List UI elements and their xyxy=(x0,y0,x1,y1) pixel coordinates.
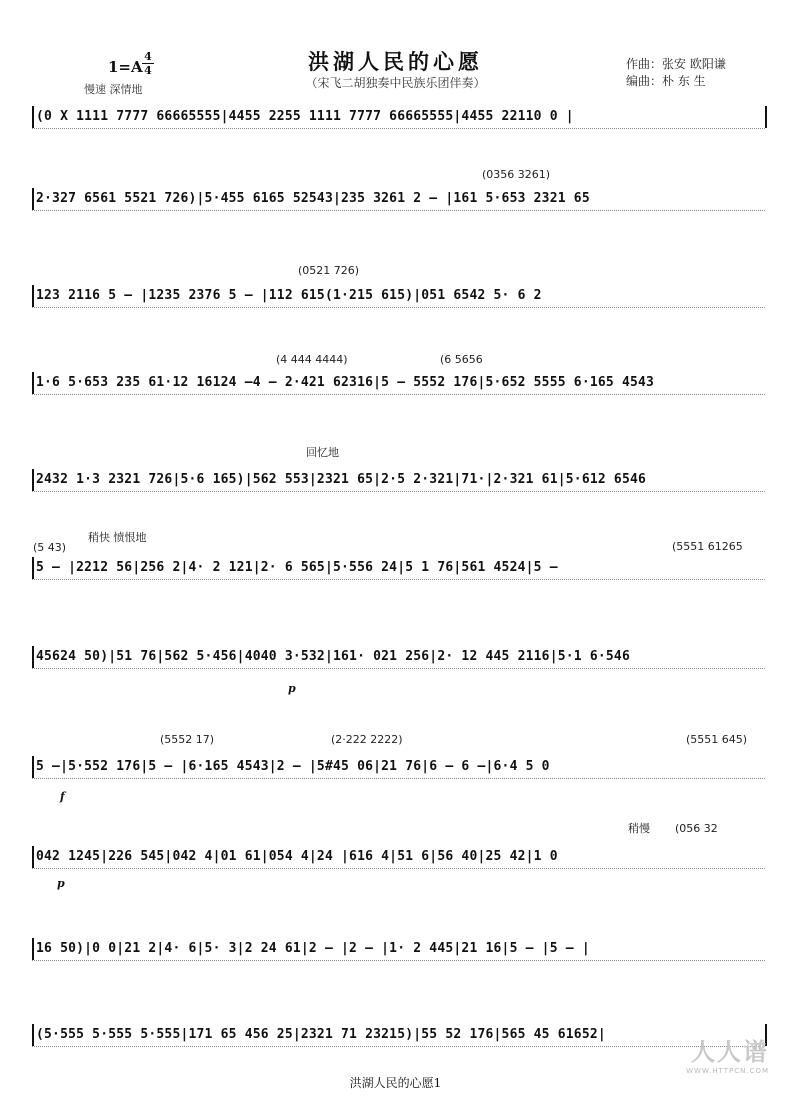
watermark-logo: 人人谱 xyxy=(691,1037,769,1066)
underline-beams xyxy=(32,579,765,586)
numbered-notation: 45624 50)|51 76|562 5·456|4040 3·532|161· 021 256|2· 12 445 2116|5·1 6·546 xyxy=(36,649,630,664)
notation-line xyxy=(0,106,791,134)
underline-beams xyxy=(32,307,765,314)
bracket-annotation: (4 444 4444) xyxy=(276,353,348,366)
numbered-notation: (0 X 1111 7777 66665555|4455 2255 1111 7777 66665555|4455 22110 0 | xyxy=(36,109,574,124)
underline-beams xyxy=(32,960,765,967)
numbered-notation: 2432 1·3 2321 726|5·6 165)|562 553|2321 65|2·5 2·321|71·|2·321 61|5·612 6546 xyxy=(36,472,647,487)
notation-line xyxy=(0,938,791,966)
numbered-notation: 042 1245|226 545|042 4|01 61|054 4|24 |616 4|51 6|56 40|25 42|1 0 xyxy=(36,849,558,864)
underline-beams xyxy=(32,868,765,875)
numbered-notation: 2·327 6561 5521 726)|5·455 6165 52543|235 3261 2 – |161 5·653 2321 65 xyxy=(36,191,590,206)
bracket-annotation: (0521 726) xyxy=(298,264,360,277)
watermark-url: WWW.HTTPCN.COM xyxy=(686,1067,769,1075)
dynamic-forte: f xyxy=(60,790,65,803)
notation-line xyxy=(0,557,791,585)
notation-line xyxy=(0,646,791,674)
notation-line xyxy=(0,372,791,400)
numbered-notation: 16 50)|0 0|21 2|4· 6|5· 3|2 24 61|2 – |2 – |1· 2 445|21 16|5 – |5 – | xyxy=(36,941,590,956)
notation-line xyxy=(0,756,791,784)
expression-slower: 稍慢 xyxy=(628,822,650,835)
bracket-annotation: (056 32 xyxy=(675,822,718,835)
numbered-notation: (5·555 5·555 5·555|171 65 456 25|2321 71 23215)|55 52 176|565 45 61652| xyxy=(36,1027,606,1042)
composer-credit: 作曲：张安 欧阳谦 xyxy=(626,57,726,71)
numbered-notation: 1·6 5·653 235 61·12 16124 –4 – 2·421 62316|5 – 5552 176|5·652 5555 6·165 4543 xyxy=(36,375,655,390)
underline-beams xyxy=(32,668,765,675)
bracket-annotation: (5551 61265 xyxy=(672,540,743,553)
meter-bottom: 4 xyxy=(144,64,152,77)
notation-line xyxy=(0,285,791,313)
underline-beams xyxy=(32,394,765,401)
bracket-annotation: (5552 17) xyxy=(160,733,215,746)
arranger-credit: 编曲：朴 东 生 xyxy=(626,74,706,88)
notation-line xyxy=(0,846,791,874)
bracket-annotation: (5 43) xyxy=(33,541,67,554)
underline-beams xyxy=(32,210,765,217)
bracket-annotation: (0356 3261) xyxy=(482,168,551,181)
page-footer: 洪湖人民的心愿1 xyxy=(349,1076,442,1090)
dynamic-piano: p xyxy=(288,682,296,695)
site-watermark xyxy=(686,1032,769,1075)
bracket-annotation: (5551 645) xyxy=(686,733,748,746)
underline-beams xyxy=(32,128,765,135)
numbered-notation: 123 2116 5 – |1235 2376 5 – |112 615(1·215 615)|051 6542 5· 6 2 xyxy=(36,288,542,303)
time-signature xyxy=(141,50,155,77)
underline-beams xyxy=(32,778,765,785)
dynamic-piano: p xyxy=(57,877,65,890)
bracket-annotation: (6 5656 xyxy=(440,353,483,366)
barline xyxy=(765,106,767,128)
notation-line xyxy=(0,1024,791,1052)
tempo-marking: 慢速 深情地 xyxy=(84,83,143,96)
key-signature: 1=A xyxy=(108,58,143,76)
meter-top: 4 xyxy=(144,50,152,63)
expression-recall: 回忆地 xyxy=(306,446,339,459)
numbered-notation: 5 –|5·552 176|5 – |6·165 4543|2 – |5#45 06|21 76|6 – 6 –|6·4 5 0 xyxy=(36,759,550,774)
score-subtitle: （宋飞二胡独奏中民族乐团伴奏） xyxy=(305,76,486,90)
underline-beams xyxy=(32,1046,765,1053)
underline-beams xyxy=(32,491,765,498)
score-title: 洪湖人民的心愿 xyxy=(308,49,483,74)
expression-faster: 稍快 愤恨地 xyxy=(88,531,147,544)
notation-line xyxy=(0,188,791,216)
numbered-notation: 5 – |2212 56|256 2|4· 2 121|2· 6 565|5·556 24|5 1 76|561 4524|5 – xyxy=(36,560,558,575)
notation-line xyxy=(0,469,791,497)
bracket-annotation: (2·222 2222) xyxy=(331,733,403,746)
